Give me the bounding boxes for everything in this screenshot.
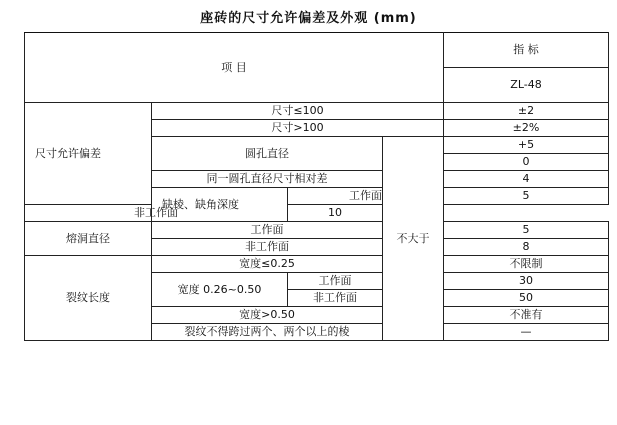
crack-non-work-face: 非工作面 bbox=[288, 290, 383, 307]
hole-relative-diff-value: 4 bbox=[444, 171, 609, 188]
size-le-100-value: ±2 bbox=[444, 103, 609, 120]
size-gt-100-value: ±2% bbox=[444, 120, 609, 137]
crack-width-gt: 宽度>0.50 bbox=[152, 307, 383, 324]
size-le-100: 尺寸≤100 bbox=[152, 103, 444, 120]
edge-non-work-face-value: 10 bbox=[288, 205, 383, 222]
hole-diameter-zero: 0 bbox=[444, 154, 609, 171]
edge-work-face: 工作面 bbox=[288, 188, 444, 205]
crack-work-face-value: 30 bbox=[444, 273, 609, 290]
group-dim-tolerance: 尺寸允许偏差 bbox=[25, 103, 152, 205]
melt-work-face-value: 5 bbox=[444, 222, 609, 239]
melt-non-work-face-value: 8 bbox=[444, 239, 609, 256]
edge-non-work-face: 非工作面 bbox=[25, 205, 288, 222]
header-indicator: 指 标 bbox=[444, 33, 609, 68]
crack-width-range: 宽度 0.26~0.50 bbox=[152, 273, 288, 307]
table-title: 座砖的尺寸允许偏差及外观 (mm) bbox=[200, 11, 417, 26]
not-greater-than: 不大于 bbox=[383, 137, 444, 341]
crack-edges-note: 裂纹不得跨过两个、两个以上的棱 bbox=[152, 324, 383, 341]
header-item: 项 目 bbox=[25, 33, 444, 103]
hole-diameter: 圆孔直径 bbox=[152, 137, 383, 171]
edge-work-face-value: 5 bbox=[444, 188, 609, 205]
spec-table bbox=[24, 32, 609, 341]
melt-work-face: 工作面 bbox=[152, 222, 383, 239]
crack-width-le-value: 不限制 bbox=[444, 256, 609, 273]
crack-width-gt-value: 不准有 bbox=[444, 307, 609, 324]
group-crack: 裂纹长度 bbox=[25, 256, 152, 341]
crack-non-work-face-value: 50 bbox=[444, 290, 609, 307]
group-melt-hole: 熔洞直径 bbox=[25, 222, 152, 256]
group-edge-defect: 缺棱、缺角深度 bbox=[152, 188, 288, 222]
hole-relative-diff: 同一圆孔直径尺寸相对差 bbox=[152, 171, 383, 188]
size-gt-100: 尺寸>100 bbox=[152, 120, 444, 137]
crack-work-face: 工作面 bbox=[288, 273, 383, 290]
crack-edges-note-value: — bbox=[444, 324, 609, 341]
header-grade: ZL-48 bbox=[444, 68, 609, 103]
hole-diameter-plus: +5 bbox=[444, 137, 609, 154]
crack-width-le: 宽度≤0.25 bbox=[152, 256, 383, 273]
melt-non-work-face: 非工作面 bbox=[152, 239, 383, 256]
